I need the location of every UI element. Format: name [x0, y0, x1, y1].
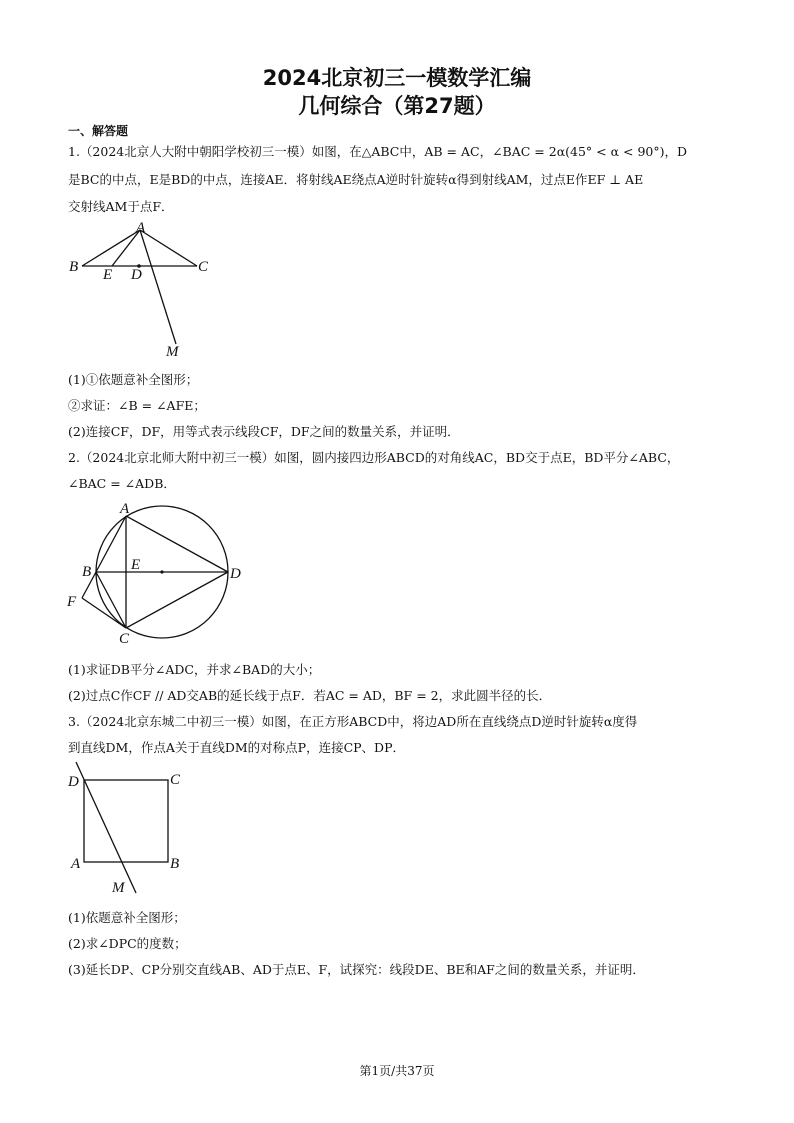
- q1-label-m: M: [166, 344, 179, 360]
- q2-label-b: B: [82, 564, 92, 580]
- q1-label-d: D: [131, 267, 142, 283]
- q1-segment-ac: [140, 230, 197, 266]
- q1-label-b: B: [69, 259, 79, 275]
- page-footer: 第1页/共37页: [359, 1064, 435, 1078]
- q3-subquestion-3: (3)延长DP、CP分别交直线AB、AD于点E、F，试探究：线段DE、BE和AF之间的数量关系，并证明．: [68, 962, 645, 977]
- q1-text-line-2: 是BC的中点，E是BD的中点，连接AE．将射线AE绕点A逆时针旋转α得到射线AM，过点E作EF ⊥ AE: [68, 172, 644, 187]
- document-title: 2024北京初三一模数学汇编: [262, 66, 532, 90]
- q2-label-f: F: [67, 594, 77, 610]
- q3-label-m: M: [112, 880, 125, 896]
- q1-ray-am: [140, 230, 176, 344]
- q3-label-b: B: [170, 856, 180, 872]
- q2-label-e: E: [131, 557, 141, 573]
- q2-subquestion-2: (2)过点C作CF // AD交AB的延长线于点F．若AC = AD，BF = 2，求此圆半径的长．: [68, 688, 552, 703]
- q1-label-e: E: [103, 267, 113, 283]
- q3-label-c: C: [170, 772, 181, 788]
- q3-line-dm: [76, 762, 136, 893]
- q1-label-a: A: [136, 220, 146, 236]
- q2-text-line-2: ∠BAC = ∠ADB．: [68, 476, 176, 491]
- q3-text-line-2: 到直线DM，作点A关于直线DM的对称点P，连接CP、DP．: [68, 740, 405, 755]
- q3-text-line-1: 3.（2024北京东城二中初三一模）如图，在正方形ABCD中，将边AD所在直线绕点D逆时针旋转α度得: [68, 714, 638, 729]
- q2-segment-ab: [96, 516, 126, 572]
- q1-figure: [60, 218, 230, 366]
- q3-subquestion-1: (1)依题意补全图形；: [68, 910, 186, 925]
- section-heading: 一、解答题: [68, 124, 129, 138]
- q2-center-point: [160, 570, 163, 573]
- q2-label-a: A: [120, 501, 130, 517]
- q3-subquestion-2: (2)求∠DPC的度数；: [68, 936, 187, 951]
- q1-subquestion-1b: ②求证：∠B = ∠AFE；: [68, 398, 206, 413]
- q2-segment-da: [126, 516, 228, 572]
- q3-label-a: A: [71, 856, 81, 872]
- q1-subquestion-2: (2)连接CF，DF，用等式表示线段CF，DF之间的数量关系，并证明．: [68, 424, 460, 439]
- q2-text-line-1: 2.（2024北京北师大附中初三一模）如图，圆内接四边形ABCD的对角线AC，BD交于点E，BD平分∠ABC，: [68, 450, 680, 465]
- q3-label-d: D: [68, 774, 79, 790]
- q2-label-c: C: [119, 631, 130, 647]
- q2-label-d: D: [230, 566, 241, 582]
- q1-segment-ab: [82, 230, 140, 266]
- q3-figure: [62, 760, 192, 900]
- document-subtitle: 几何综合（第27题）: [298, 94, 496, 118]
- q1-label-c: C: [198, 259, 209, 275]
- q2-segment-cd: [126, 572, 228, 628]
- q2-segment-bc: [96, 572, 126, 628]
- q1-text-line-1: 1.（2024北京人大附中朝阳学校初三一模）如图，在△ABC中，AB = AC，∠BAC = 2α(45° < α < 90°)，D: [68, 144, 688, 159]
- q2-figure: [62, 498, 252, 650]
- q1-text-line-3: 交射线AM于点F．: [68, 199, 174, 214]
- q1-subquestion-1: (1)①依题意补全图形；: [68, 372, 199, 387]
- q2-subquestion-1: (1)求证DB平分∠ADC，并求∠BAD的大小；: [68, 662, 321, 677]
- q3-square-abcd: [84, 780, 168, 862]
